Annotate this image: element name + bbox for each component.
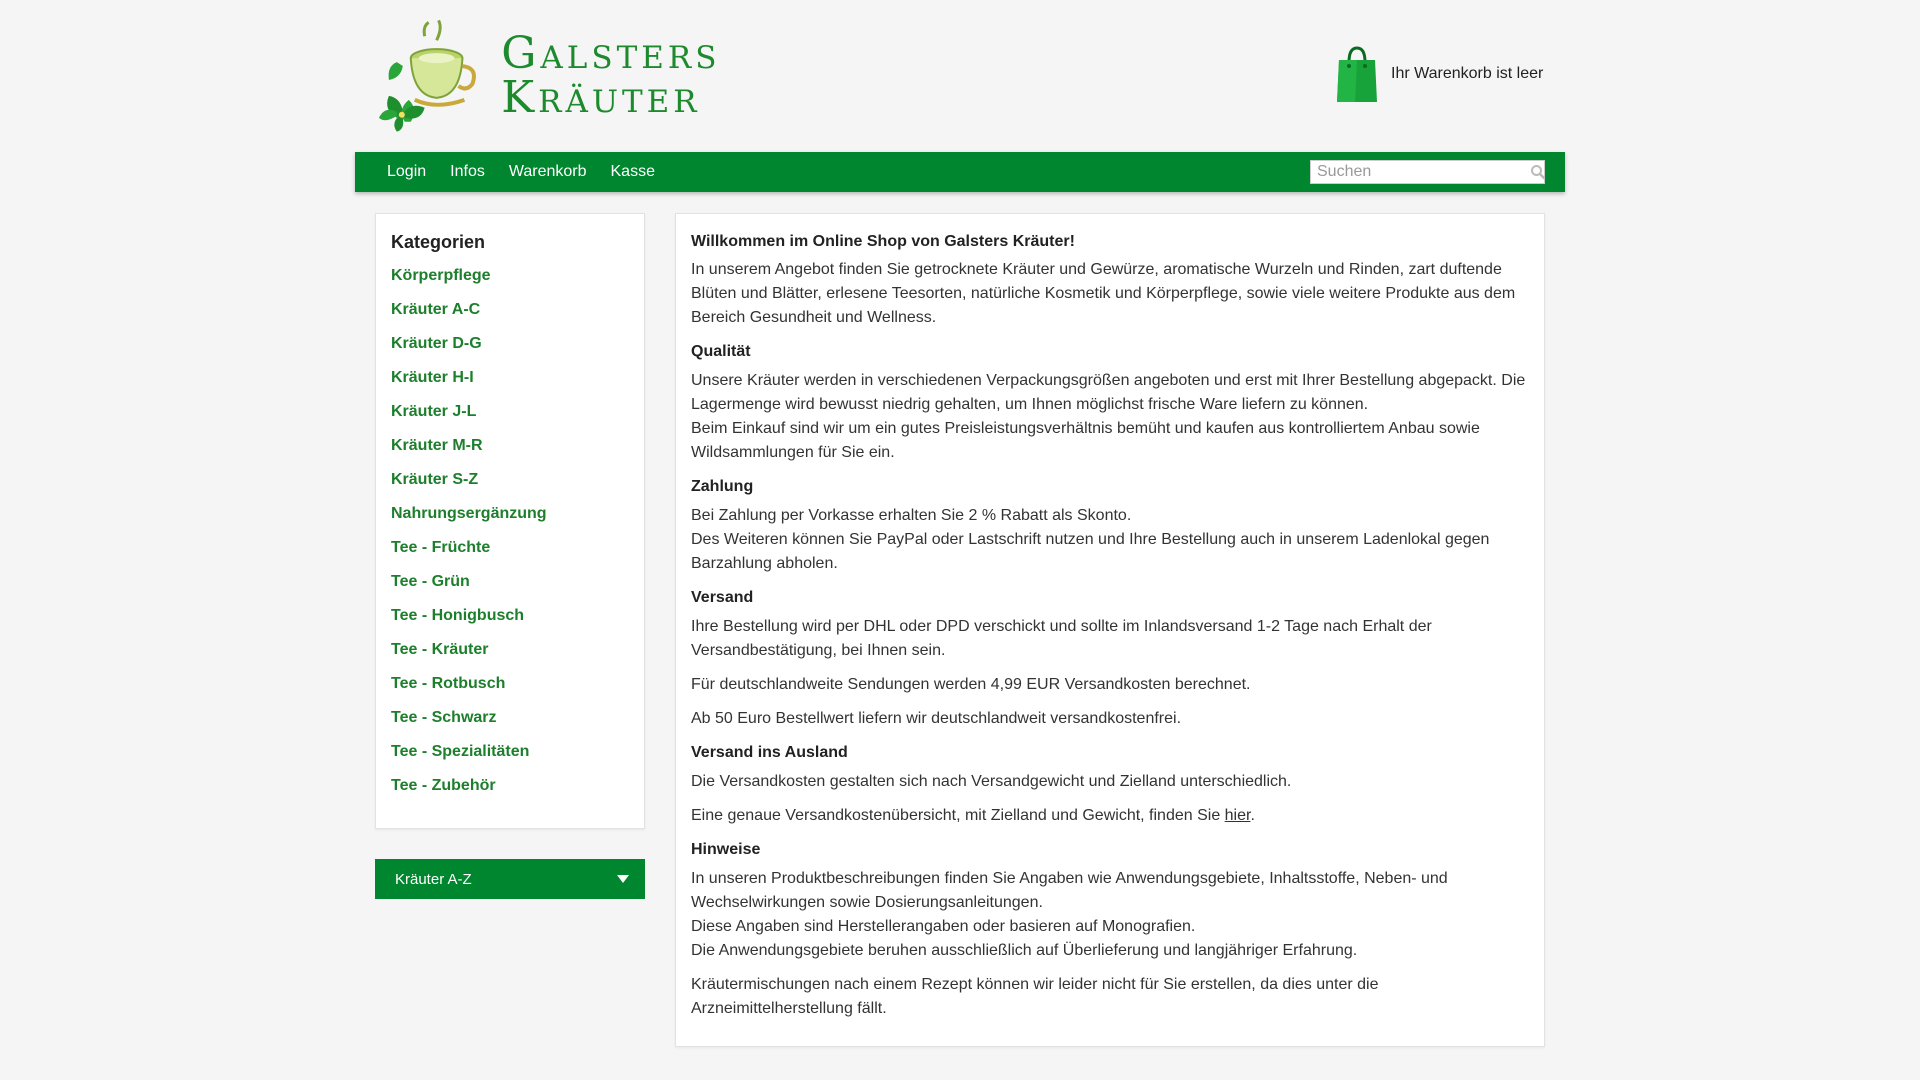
logo-text: Galsters Kräuter bbox=[501, 27, 721, 123]
cart-summary[interactable] bbox=[1335, 44, 1543, 104]
shipping-heading: Versand bbox=[691, 589, 754, 606]
payment-text: Des Weiteren können Sie PayPal oder Lastschrift nutzen und Ihre Bestellung auch in unserem Ladenlokal gegen Barzahlung abholen. bbox=[691, 531, 1490, 572]
notes-heading: Hinweise bbox=[691, 841, 761, 858]
header bbox=[355, 0, 1565, 152]
nav-warenkorb[interactable]: Warenkorb bbox=[508, 163, 587, 180]
payment-text: Bei Zahlung per Vorkasse erhalten Sie 2 % Rabatt als Skonto. bbox=[691, 507, 1132, 524]
category-link[interactable]: Tee - Grün bbox=[391, 573, 470, 590]
list-item bbox=[391, 538, 629, 572]
list-item bbox=[391, 334, 629, 368]
category-link[interactable]: Tee - Rotbusch bbox=[391, 675, 506, 692]
shopping-bag-icon bbox=[1335, 44, 1379, 104]
logo[interactable] bbox=[375, 18, 935, 133]
main-navigation bbox=[355, 152, 1565, 192]
category-link[interactable]: Tee - Honigbusch bbox=[391, 607, 525, 624]
category-link[interactable]: Tee - Kräuter bbox=[391, 641, 489, 658]
list-item bbox=[391, 606, 629, 640]
welcome-heading: Willkommen im Online Shop von Galsters Kräuter! bbox=[691, 233, 1075, 250]
list-item bbox=[391, 674, 629, 708]
abroad-text: Die Versandkosten gestalten sich nach Versandgewicht und Zielland unterschiedlich. bbox=[691, 773, 1292, 790]
list-item bbox=[391, 300, 629, 334]
list-item bbox=[391, 504, 629, 538]
dropdown-label: Kräuter A-Z bbox=[395, 870, 472, 888]
list-item bbox=[391, 640, 629, 674]
category-link[interactable]: Körperpflege bbox=[391, 267, 491, 284]
category-link[interactable]: Tee - Zubehör bbox=[391, 777, 496, 794]
welcome-text: In unserem Angebot finden Sie getrocknete Kräuter und Gewürze, aromatische Wurzeln und Rinden, zart duftende Blüten und Blätter, erlesene Teesorten, natürliche Kosmetik und Körperpflege, sowie viele weitere Produkte aus dem Bereich Gesundheit und Wellness. bbox=[691, 261, 1516, 326]
notes-text: In unseren Produktbeschreibungen finden Sie Angaben wie Anwendungsgebiete, Inhaltsstoffe, Neben- und Wechselwirkungen sowie Dosierungsanleitungen. bbox=[691, 870, 1448, 911]
list-item bbox=[391, 266, 629, 300]
nav-login[interactable]: Login bbox=[387, 163, 427, 180]
list-item bbox=[391, 470, 629, 504]
sidebar-title: Kategorien bbox=[391, 232, 486, 252]
category-link[interactable]: Kräuter A-C bbox=[391, 301, 481, 318]
list-item bbox=[391, 368, 629, 402]
category-link[interactable]: Tee - Schwarz bbox=[391, 709, 497, 726]
shipping-costs-link[interactable]: hier bbox=[1224, 807, 1251, 824]
category-link[interactable]: Kräuter S-Z bbox=[391, 471, 479, 488]
list-item bbox=[391, 572, 629, 606]
list-item bbox=[391, 742, 629, 776]
shipping-text: Für deutschlandweite Sendungen werden 4,99 EUR Versandkosten berechnet. bbox=[691, 676, 1251, 693]
category-link[interactable]: Kräuter H-I bbox=[391, 369, 474, 386]
search-icon[interactable] bbox=[1530, 161, 1546, 183]
shipping-text: Ihre Bestellung wird per DHL oder DPD verschickt und sollte im Inlandsversand 1-2 Tage nach Erhalt der Versandbestätigung, bei Ihnen sein. bbox=[691, 618, 1432, 659]
category-link[interactable]: Kräuter M-R bbox=[391, 437, 483, 454]
nav-infos[interactable]: Infos bbox=[450, 163, 485, 180]
category-link[interactable]: Kräuter J-L bbox=[391, 403, 477, 420]
category-sidebar bbox=[375, 213, 645, 829]
quality-heading: Qualität bbox=[691, 343, 751, 360]
category-list bbox=[391, 266, 629, 810]
abroad-text-post: . bbox=[1250, 807, 1255, 824]
search-box bbox=[1310, 160, 1545, 184]
list-item bbox=[391, 708, 629, 742]
main-content bbox=[675, 213, 1545, 1047]
category-link[interactable]: Nahrungsergänzung bbox=[391, 505, 547, 522]
abroad-text-with-link bbox=[691, 804, 1529, 828]
list-item bbox=[391, 436, 629, 470]
notes-text: Diese Angaben sind Herstellerangaben oder basieren auf Monografien. bbox=[691, 918, 1196, 935]
nav-kasse[interactable]: Kasse bbox=[610, 163, 655, 180]
list-item bbox=[391, 402, 629, 436]
page-wrapper bbox=[355, 0, 1565, 1080]
category-link[interactable]: Kräuter D-G bbox=[391, 335, 482, 352]
cart-status-text: Ihr Warenkorb ist leer bbox=[1391, 65, 1544, 82]
tea-cup-leaf-icon bbox=[375, 18, 489, 133]
quality-text: Beim Einkauf sind wir um ein gutes Preisleistungsverhältnis bemüht und kaufen aus kontrolliertem Anbau sowie Wildsammlungen für Sie ein. bbox=[691, 420, 1480, 461]
payment-heading: Zahlung bbox=[691, 478, 754, 495]
category-link[interactable]: Tee - Früchte bbox=[391, 539, 491, 556]
category-link[interactable]: Tee - Spezialitäten bbox=[391, 743, 530, 760]
triangle-down-icon bbox=[617, 875, 629, 883]
abroad-text-pre: Eine genaue Versandkostenübersicht, mit Zielland und Gewicht, finden Sie bbox=[691, 807, 1225, 824]
quality-text: Unsere Kräuter werden in verschiedenen Verpackungsgrößen angeboten und erst mit Ihrer Bestellung abgepackt. Die Lagermenge wird bewusst niedrig gehalten, um Ihnen möglichst frische Ware liefern zu können. bbox=[691, 372, 1526, 413]
list-item bbox=[391, 776, 629, 810]
shipping-text: Ab 50 Euro Bestellwert liefern wir deutschlandweit versandkostenfrei. bbox=[691, 710, 1182, 727]
abroad-heading: Versand ins Ausland bbox=[691, 744, 848, 761]
notes-text: Die Anwendungsgebiete beruhen ausschließlich auf Überlieferung und langjähriger Erfahrung. bbox=[691, 942, 1358, 959]
search-input[interactable] bbox=[1311, 161, 1530, 183]
herb-az-dropdown[interactable] bbox=[375, 859, 645, 899]
notes-text: Kräutermischungen nach einem Rezept können wir leider nicht für Sie erstellen, da dies unter die Arzneimittelherstellung fällt. bbox=[691, 976, 1379, 1017]
